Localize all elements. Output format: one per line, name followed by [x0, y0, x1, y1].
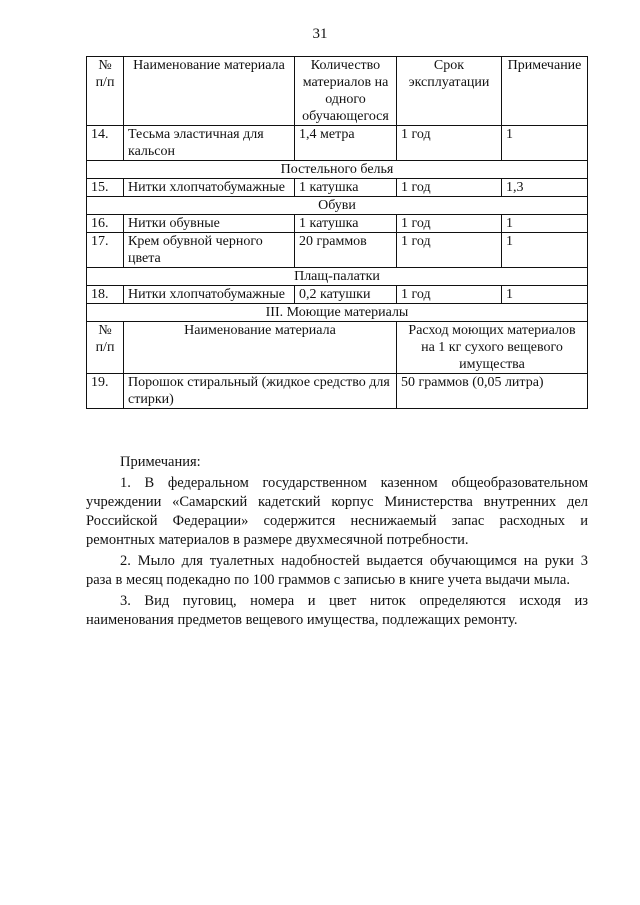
materials-table: [86, 56, 588, 409]
section-row: [87, 268, 588, 286]
row-num: 14.: [87, 126, 124, 161]
row-qty: 0,2 катушки: [295, 286, 397, 304]
note-paragraph: 1. В федеральном государственном казенном общеобразовательном учреждении «Самарский кадетский корпус Министерства внутренних дел Российской Федерации» содержится неснижаемый запас расходных и ремонтных материалов в размере двухмесячной потребности.: [86, 475, 588, 548]
header-qty: Количество материалов на одного обучающегося: [295, 57, 397, 126]
table-header-row: [87, 322, 588, 374]
row-note: 1: [502, 126, 588, 161]
notes-block: [86, 453, 588, 630]
header-num: № п/п: [87, 322, 124, 374]
row-qty: 1,4 метра: [295, 126, 397, 161]
note-paragraph: 2. Мыло для туалетных надобностей выдается обучающимся на руки 3 раза в месяц подекадно по 100 граммов с записью в книге учета выдачи мыла.: [86, 553, 588, 588]
section-title: Плащ-палатки: [87, 268, 588, 286]
row-name: Нитки хлопчатобумажные: [124, 286, 295, 304]
section-row: [87, 197, 588, 215]
row-qty: 20 граммов: [295, 233, 397, 268]
table-row: [87, 215, 588, 233]
row-num: 17.: [87, 233, 124, 268]
row-qty: 1 катушка: [295, 215, 397, 233]
header-note: Примечание: [502, 57, 588, 126]
note-paragraph: 3. Вид пуговиц, номера и цвет ниток определяются исходя из наименования предметов вещевого имущества, подлежащих ремонту.: [86, 593, 588, 628]
page-number: 31: [312, 26, 328, 42]
header-name: Наименование материала: [124, 57, 295, 126]
row-qty: 1 катушка: [295, 179, 397, 197]
row-note: 1: [502, 286, 588, 304]
header-term: Срок эксплуатации: [397, 57, 502, 126]
section-row: [87, 304, 588, 322]
row-num: 15.: [87, 179, 124, 197]
header-num: № п/п: [87, 57, 124, 126]
section-title: Обуви: [87, 197, 588, 215]
row-term: 1 год: [397, 179, 502, 197]
row-num: 16.: [87, 215, 124, 233]
table-row: [87, 374, 588, 409]
row-name: Нитки обувные: [124, 215, 295, 233]
row-term: 1 год: [397, 233, 502, 268]
row-note: 1: [502, 215, 588, 233]
row-name: Тесьма эластичная для кальсон: [124, 126, 295, 161]
row-name: Порошок стиральный (жидкое средство для стирки): [124, 374, 397, 409]
row-name: Крем обувной черного цвета: [124, 233, 295, 268]
row-name: Нитки хлопчатобумажные: [124, 179, 295, 197]
row-num: 19.: [87, 374, 124, 409]
row-note: 1: [502, 233, 588, 268]
table-row: [87, 233, 588, 268]
row-num: 18.: [87, 286, 124, 304]
header-consumption: Расход моющих материалов на 1 кг сухого вещевого имущества: [397, 322, 588, 374]
row-term: 1 год: [397, 286, 502, 304]
table-row: [87, 286, 588, 304]
table-header-row: [87, 57, 588, 126]
table-row: [87, 126, 588, 161]
row-term: 1 год: [397, 126, 502, 161]
section-title: III. Моющие материалы: [87, 304, 588, 322]
section-title: Постельного белья: [87, 161, 588, 179]
row-note: 1,3: [502, 179, 588, 197]
section-row: [87, 161, 588, 179]
row-term: 1 год: [397, 215, 502, 233]
row-consumption: 50 граммов (0,05 литра): [397, 374, 588, 409]
header-name: Наименование материала: [124, 322, 397, 374]
table-row: [87, 179, 588, 197]
notes-title: Примечания:: [120, 454, 201, 470]
